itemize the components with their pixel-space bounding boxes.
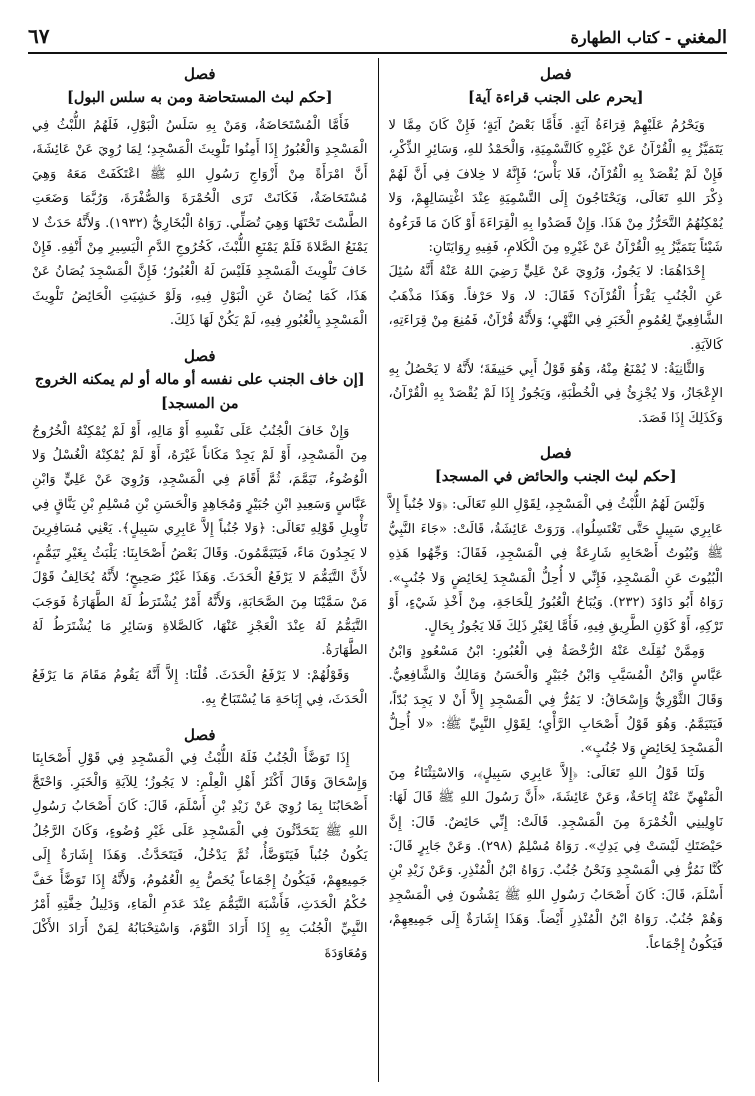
section-title: فصل (183, 725, 216, 744)
running-title-book: كتاب الطهارة (570, 28, 660, 47)
section-title: فصل (183, 65, 216, 83)
paragraph: فَأَمَّا الْمُسْتَحَاضَةُ، وَمَنْ بِهِ سَلَسُ الْبَوْلِ، فَلَهُمُ اللُّبْثُ فِي الْمَسْجِدِ وَالْعُبُورُ إِذَا أَمِنُوا تَلْوِيثَ الْمَسْجِدِ؛ لِمَا رُوِيَ عَنْ عَائِشَةَ، أَنَّ امْرَأَةً مِنْ أَزْوَاجِ رَسُولِ اللهِ ﷺ اعْتَكَفَتْ مَعَهُ وَهِيَ مُسْتَحَاضَةٌ، فَكَانَتْ تَرَى الْحُمْرَةَ وَالصُّفْرَةَ، وَرُبَّمَا وَضَعَتِ الطَّسْتَ تَحْتَهَا وَهِيَ تُصَلِّي. رَوَاهُ الْبُخَارِيُّ (١٩٣٢). وَلأَنَّهُ حَدَثٌ لا يَمْنَعُ الصَّلاةَ فَلَمْ يَمْنَعِ اللُّبْثَ، كَخُرُوجِ الدَّمِ الْيَسِيرِ مِنْ أَنْفِهِ. فَإِنْ خَافَ تَلْوِيثَ الْمَسْجِدِ فَلَيْسَ لَهُ الْعُبُورُ؛ فَإِنَّ الْمَسْجِدَ يُصَانُ عَنْ هَذَا، كَمَا يُصَانُ عَنِ الْبَوْلِ فِيهِ، وَلَوْ خَشِيَتِ الْحَائِضُ تَلْوِيثَ الْمَسْجِدِ بِالْعُبُورِ فِيهِ، لَمْ يَكُنْ لَهَا ذَلِكَ. (32, 118, 368, 329)
section-title: فصل (183, 346, 216, 365)
paragraph: وَالثَّانِيَةُ: لا يُمْنَعُ مِنْهُ، وَهُوَ قَوْلُ أَبِي حَنِيفَةَ؛ لأَنَّهُ لا يَحْصُلُ بِهِ الإِعْجَازُ، وَلا يُجْزِئُ فِي الْخُطْبَةِ، وَيَجُوزُ إِذَا لَمْ يُقْصَدْ بِهِ الْقُرْآنُ، وَكَذَلِكَ إِذَا قَصَدَ. (388, 362, 723, 426)
paragraph: وَيَحْرُمُ عَلَيْهِمْ قِرَاءَةُ آيَةٍ. فَأَمَّا بَعْضُ آيَةٍ؛ فَإِنْ كَانَ مِمَّا لا يَتَمَيَّزُ بِهِ الْقُرْآنُ عَنْ غَيْرِهِ كَالتَّسْمِيَةِ، وَالْحَمْدُ للهِ، وَسَائِرِ الذِّكْرِ، فَإِنْ لَمْ يُقْصَدْ بِهِ الْقُرْآنُ، فَلا بَأْسَ؛ فَإِنَّهُ لا خِلافَ فِي أَنَّ لَهُمْ ذِكْرَ اللهِ تَعَالَى، وَيَحْتَاجُونَ إِلَى التَّسْمِيَةِ عِنْدَ اغْتِسَالِهِمْ، وَلا يُمْكِنُهُمُ التَّحَرُّزُ مِنْ هَذَا. وَإِنْ قَصَدُوا بِهِ الْقِرَاءَةَ أَوْ كَانَ مَا قَرَءُوهُ شَيْئاً يَتَمَيَّزُ بِهِ الْقُرْآنُ عَنْ غَيْرِهِ مِنَ الْكَلامِ، فَفِيهِ رِوَايَتَانِ: (388, 118, 723, 256)
page-header (28, 18, 727, 54)
paragraph: وَإِنْ خَافَ الْجُنُبُ عَلَى نَفْسِهِ أَوْ مَالِهِ، أَوْ لَمْ يُمْكِنْهُ الْخُرُوجُ مِنَ الْمَسْجِدِ، أَوْ لَمْ يَجِدْ مَكَاناً غَيْرَهُ، أَوْ لَمْ يُمْكِنْهُ الْغُسْلُ وَلا الْوُضُوءُ، تَيَمَّمَ، ثُمَّ أَقَامَ فِي الْمَسْجِدِ، وَرُوِيَ عَنْ عَلِيٍّ وَابْنِ عَبَّاسٍ وَسَعِيدِ ابْنِ جُبَيْرٍ وَمُجَاهِدٍ وَالْحَسَنِ بْنِ مُسْلِمِ بْنِ يَنَّاقٍ فِي تَأْوِيلِ قَوْلِهِ تَعَالَى: ﴿وَلا جُنُباً إِلاَّ عَابِرِي سَبِيلٍ﴾. يَعْنِي مُسَافِرِينَ لا يَجِدُونَ مَاءً، فَيَتَيَمَّمُونَ. وَقَالَ بَعْضُ أَصْحَابِنَا: يَلْبَثُ بِغَيْرِ تَيَمُّمٍ، لأَنَّ التَّيَمُّمَ لا يَرْفَعُ الْحَدَثَ. وَهَذَا غَيْرُ صَحِيحٍ؛ لأَنَّهُ يُخَالِفُ قَوْلَ مَنْ سَمَّيْنَا مِنَ الصَّحَابَةِ، وَلأَنَّهُ أَمْرٌ يُشْتَرَطُ لَهُ الطَّهَارَةُ فَوَجَبَ التَّيَمُّمُ لَهُ عِنْدَ الْعَجْزِ عَنْهَا، كَالصَّلاةِ وَسَائِرِ مَا يُشْتَرَطُ لَهُ الطَّهَارَةُ. (32, 423, 368, 659)
paragraph: وَلَنَا قَوْلُ اللهِ تَعَالَى: ﴿إِلاَّ عَابِرِي سَبِيلٍ﴾، وَالاسْتِثْنَاءُ مِنَ الْمَنْهِيِّ عَنْهُ إِبَاحَةٌ، وَعَنْ عَائِشَةَ، «أَنَّ رَسُولَ اللهِ ﷺ قَالَ لَهَا: نَاوِلِينِي الْخُمْرَةَ مِنَ الْمَسْجِدِ. قَالَتْ: إِنِّي حَائِضٌ. قَالَ: إِنَّ حَيْضَتَكِ لَيْسَتْ فِي يَدِكِ». رَوَاهُ مُسْلِمٌ (٢٩٨). وَعَنْ جَابِرٍ قَالَ: كُنَّا نَمُرُّ فِي الْمَسْجِدِ وَنَحْنُ جُنُبٌ. رَوَاهُ ابْنُ الْمُنْذِرِ. وَعَنْ زَيْدِ بْنِ أَسْلَمَ، قَالَ: كَانَ أَصْحَابُ رَسُولِ اللهِ ﷺ يَمْشُونَ فِي الْمَسْجِدِ وَهُمْ جُنُبٌ. رَوَاهُ ابْنُ الْمُنْذِرِ أَيْضاً. وَهَذَا إِشَارَةٌ إِلَى جَمِيعِهِمْ، فَيَكُونُ إِجْمَاعاً. (388, 765, 723, 952)
section-heading: [إن خاف الجنب على نفسه أو ماله أو لم يمكنه الخروج من المسجد] (34, 370, 365, 412)
paragraph: وَقَوْلُهُمْ: لا يَرْفَعُ الْحَدَثَ. قُلْنَا: إِلاَّ أَنَّهُ يَقُومُ مَقَامَ مَا يَرْفَعُ الْحَدَثَ، فِي إِبَاحَةِ مَا يُسْتَبَاحُ بِهِ. (32, 667, 368, 708)
section-title: فصل (539, 65, 572, 83)
paragraph: وَمِمَّنْ نُقِلَتْ عَنْهُ الرُّخْصَةُ فِي الْعُبُورِ: ابْنُ مَسْعُودٍ وَابْنُ عَبَّاسٍ وَابْنُ الْمُسَيَّبِ وَابْنُ جُبَيْرٍ وَالْحَسَنُ وَمَالِكٌ وَالشَّافِعِيُّ. وَقَالَ الثَّوْرِيُّ وَإِسْحَاقُ: لا يَمُرُّ فِي الْمَسْجِدِ إِلاَّ أَنْ لا يَجِدَ بُدّاً، فَيَتَيَمَّمُ. وَهُوَ قَوْلُ أَصْحَابِ الرَّأْيِ؛ لِقَوْلِ النَّبِيِّ ﷺ: «لا أُحِلُّ الْمَسْجِدَ لِحَائِضٍ وَلا جُنُبٍ». (388, 643, 723, 757)
left-column (22, 58, 378, 1082)
running-title (570, 27, 727, 48)
text-columns (22, 58, 733, 1082)
section-heading: [حكم لبث المستحاضة ومن به سلس البول] (66, 89, 333, 106)
paragraph: وَلَيْسَ لَهُمُ اللُّبْثُ فِي الْمَسْجِدِ، لِقَوْلِ اللهِ تَعَالَى: ﴿وَلا جُنُباً إِلاَّ عَابِرِي سَبِيلٍ حَتَّى تَغْتَسِلُوا﴾. وَرَوَتْ عَائِشَةُ، قَالَتْ: «جَاءَ النَّبِيُّ ﷺ وَبُيُوتُ أَصْحَابِهِ شَارِعَةٌ فِي الْمَسْجِدِ، فَقَالَ: وَجِّهُوا هَذِهِ الْبُيُوتَ عَنِ الْمَسْجِدِ، فَإِنِّي لا أُحِلُّ الْمَسْجِدَ لِحَائِضٍ وَلا جُنُبٍ». رَوَاهُ أَبُو دَاوُدَ (٢٣٢). وَيُبَاحُ الْعُبُورُ لِلْحَاجَةِ، مِنْ أَخْذِ شَيْءٍ، أَوْ تَرْكِهِ، أَوْ كَوْنِ الطَّرِيقِ فِيهِ، فَأَمَّا لِغَيْرِ ذَلِكَ فَلا يَجُوزُ بِحَالٍ. (388, 497, 723, 635)
running-title-separator: - (659, 28, 677, 47)
section-title: فصل (539, 444, 572, 463)
paragraph: إِذَا تَوَضَّأَ الْجُنُبُ فَلَهُ اللُّبْثُ فِي الْمَسْجِدِ فِي قَوْلِ أَصْحَابِنَا وَإِسْحَاقَ وَقَالَ أَكْثَرُ أَهْلِ الْعِلْمِ: لا يَجُوزُ؛ لِلآيَةِ وَالْخَبَرِ. وَاحْتَجَّ أَصْحَابُنَا بِمَا رُوِيَ عَنْ زَيْدِ بْنِ أَسْلَمَ، قَالَ: كَانَ أَصْحَابُ رَسُولِ اللهِ ﷺ يَتَحَدَّثُونَ فِي الْمَسْجِدِ عَلَى غَيْرِ وُضُوءٍ، وَكَانَ الرَّجُلُ يَكُونُ جُنُباً فَيَتَوَضَّأُ، ثُمَّ يَدْخُلُ، فَيَتَحَدَّثُ. وَهَذَا إِشَارَةٌ إِلَى جَمِيعِهِمْ، فَيَكُونُ إِجْمَاعاً يُخَصُّ بِهِ الْعُمُومُ، وَلأَنَّهُ إِذَا تَوَضَّأَ خَفَّ حُكْمُ الْحَدَثِ، فَأَشْبَهَ التَّيَمُّمَ عِنْدَ عَدَمِ الْمَاءِ، وَدَلِيلُ خِفَّتِهِ أَمْرُ النَّبِيِّ الْجُنُبَ بِهِ إِذَا أَرَادَ النَّوْمَ، وَاسْتِحْبَابُهُ لِمَنْ أَرَادَ الأَكْلَ وَمُعَاوَدَةَ (32, 750, 368, 961)
section-heading: [يحرم على الجنب قراءة آية] (468, 89, 644, 106)
section-heading: [حكم لبث الجنب والحائض في المسجد] (434, 468, 677, 486)
page-number: ٦٧ (28, 24, 50, 48)
paragraph: إِحْدَاهُمَا: لا يَجُوزُ، وَرُوِيَ عَنْ عَلِيٍّ رَضِيَ اللهُ عَنْهُ أَنَّهُ سُئِلَ عَنِ الْجُنُبِ يَقْرَأُ الْقُرْآنَ؟ فَقَالَ: لا، وَلا حَرْفاً. وَهَذَا مَذْهَبُ الشَّافِعِيِّ لِعُمُومِ الْخَبَرِ فِي النَّهْيِ؛ وَلأَنَّهُ قُرْآنٌ، فَمُنِعَ مِنْ قِرَاءَتِهِ، كَالآيَةِ. (388, 264, 723, 353)
right-column (378, 58, 734, 1082)
running-title-author: المغني (676, 27, 727, 48)
